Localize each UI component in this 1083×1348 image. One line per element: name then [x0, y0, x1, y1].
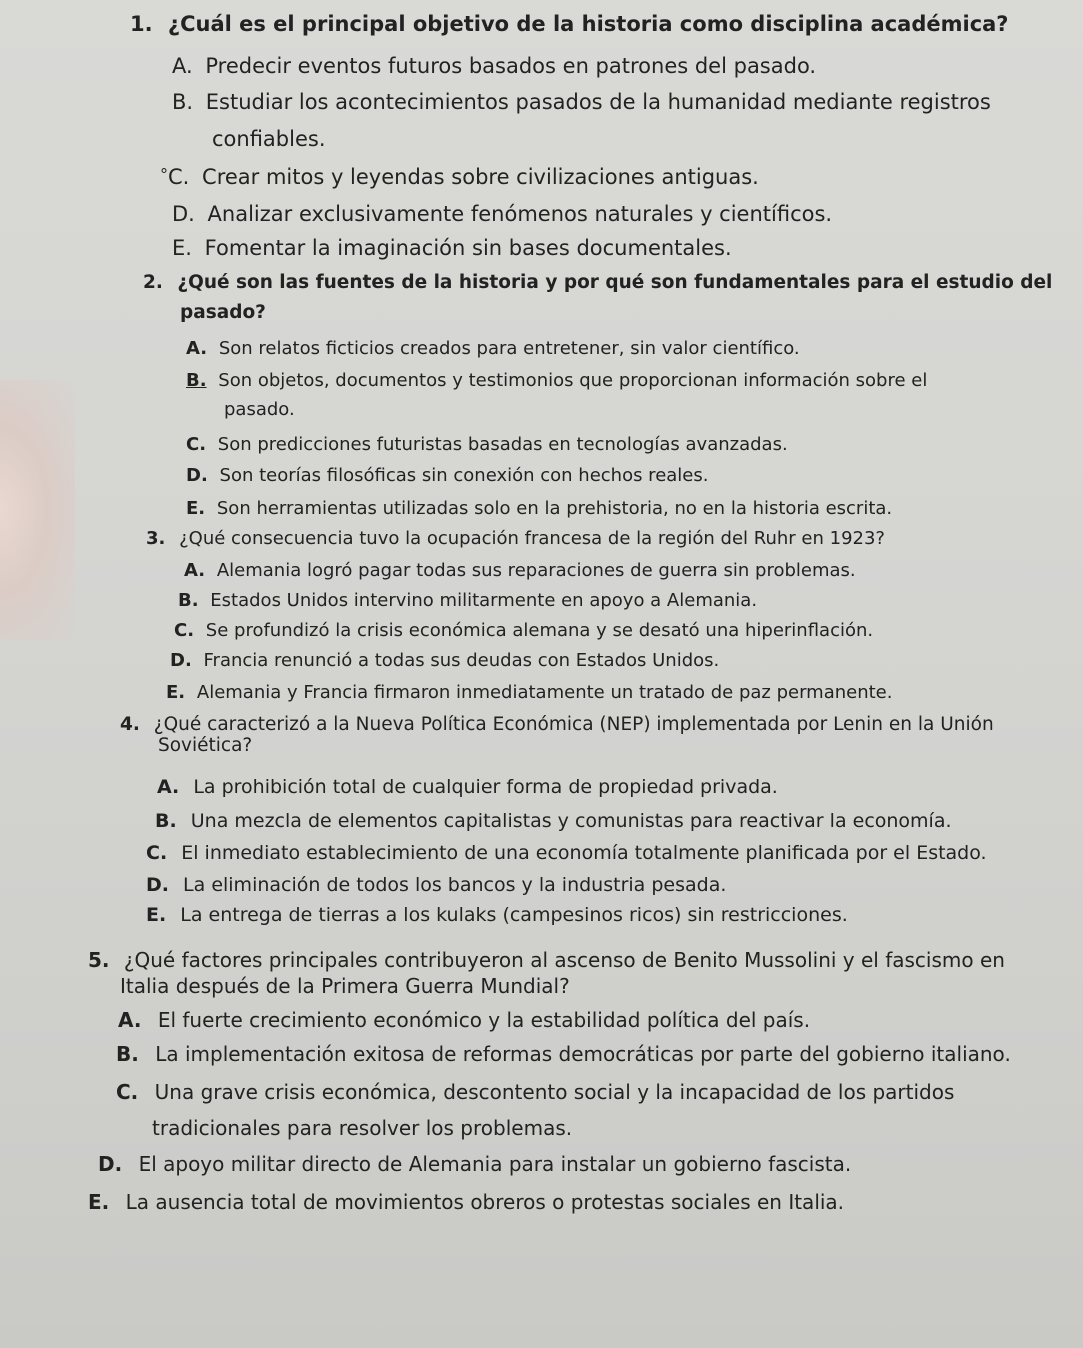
q2-option-b[interactable]: [186, 370, 927, 391]
question-number: 1.: [130, 12, 153, 36]
q2-option-c[interactable]: [186, 434, 788, 455]
option-text: Francia renunció a todas sus deudas con Estados Unidos.: [203, 650, 720, 671]
q3-option-c[interactable]: [174, 620, 873, 641]
option-letter: B.: [116, 1042, 139, 1066]
option-letter: B.: [178, 590, 199, 611]
option-letter: D.: [170, 650, 192, 671]
option-text: Son teorías filosóficas sin conexión con hechos reales.: [219, 465, 709, 486]
q1-option-b-cont: [212, 127, 326, 151]
option-text-cont: pasado.: [224, 399, 295, 420]
option-letter: E.: [166, 682, 186, 703]
option-letter: E.: [172, 236, 192, 260]
option-letter: C.: [168, 165, 190, 189]
option-text: Analizar exclusivamente fenómenos naturales y científicos.: [207, 202, 833, 226]
option-text: Alemania logró pagar todas sus reparaciones de guerra sin problemas.: [216, 560, 856, 581]
question-1: [130, 12, 1009, 36]
option-text: El fuerte crecimiento económico y la estabilidad política del país.: [157, 1008, 811, 1032]
q2-option-a[interactable]: [186, 338, 800, 359]
option-text: Crear mitos y leyendas sobre civilizaciones antiguas.: [202, 165, 759, 189]
option-letter: E.: [186, 498, 206, 519]
option-letter: C.: [186, 434, 207, 455]
option-letter: A.: [172, 54, 193, 78]
option-letter: A.: [186, 338, 208, 359]
q4-option-e[interactable]: [146, 904, 848, 926]
option-text-cont: confiables.: [212, 127, 326, 151]
q1-option-a[interactable]: [172, 54, 816, 78]
option-letter: A.: [157, 776, 180, 798]
option-text-cont: tradicionales para resolver los problemas.: [152, 1116, 573, 1140]
option-text: Estudiar los acontecimientos pasados de la humanidad mediante registros: [205, 90, 991, 114]
question-text-cont: Soviética?: [158, 735, 253, 756]
option-text: El inmediato establecimiento de una economía totalmente planificada por el Estado.: [181, 842, 987, 864]
q4-option-c[interactable]: [146, 842, 987, 864]
option-letter: C.: [146, 842, 168, 864]
option-text: El apoyo militar directo de Alemania para instalar un gobierno fascista.: [138, 1152, 852, 1176]
q5-option-e[interactable]: [88, 1190, 844, 1214]
option-letter: C.: [174, 620, 195, 641]
option-letter: B.: [155, 810, 177, 832]
question-number: 2.: [143, 272, 163, 293]
question-number: 5.: [88, 948, 110, 972]
q3-option-e[interactable]: [166, 682, 892, 703]
option-text: Son herramientas utilizadas solo en la prehistoria, no en la historia escrita.: [216, 498, 893, 519]
q5-option-c-cont: [152, 1116, 572, 1140]
answer-mark: °: [160, 165, 168, 184]
option-letter: C.: [116, 1080, 139, 1104]
q4-option-b[interactable]: [155, 810, 952, 832]
q5-option-d[interactable]: [98, 1152, 851, 1176]
question-text-cont: pasado?: [180, 302, 266, 323]
option-letter: E.: [88, 1190, 110, 1214]
question-4-cont: [158, 735, 252, 756]
option-letter: A.: [118, 1008, 142, 1032]
question-5-cont: [120, 974, 570, 998]
q3-option-d[interactable]: [170, 650, 719, 671]
question-text: ¿Qué consecuencia tuvo la ocupación francesa de la región del Ruhr en 1923?: [179, 528, 885, 549]
question-text-cont: Italia después de la Primera Guerra Mundial?: [120, 974, 570, 998]
option-letter: D.: [98, 1152, 123, 1176]
option-letter: D.: [146, 874, 169, 896]
option-text: La implementación exitosa de reformas democráticas por parte del gobierno italiano.: [155, 1042, 1011, 1066]
q1-option-d[interactable]: [172, 202, 832, 226]
question-4: [120, 714, 994, 735]
question-text: ¿Qué caracterizó a la Nueva Política Económica (NEP) implementada por Lenin en la Unión: [153, 714, 994, 735]
question-5: [88, 948, 1005, 972]
option-text: La prohibición total de cualquier forma de propiedad privada.: [193, 776, 778, 798]
option-text: La eliminación de todos los bancos y la industria pesada.: [183, 874, 727, 896]
option-text: Son objetos, documentos y testimonios que proporcionan información sobre el: [218, 370, 928, 391]
q3-option-b[interactable]: [178, 590, 757, 611]
question-text: ¿Qué son las fuentes de la historia y por qué son fundamentales para el estudio del: [177, 272, 1053, 293]
option-text: Estados Unidos intervino militarmente en apoyo a Alemania.: [210, 590, 758, 611]
q3-option-a[interactable]: [184, 560, 856, 581]
option-text: Son predicciones futuristas basadas en tecnologías avanzadas.: [217, 434, 788, 455]
question-3: [146, 528, 885, 549]
option-letter: D.: [172, 202, 195, 226]
q1-option-b[interactable]: [172, 90, 991, 114]
option-text: La entrega de tierras a los kulaks (campesinos ricos) sin restricciones.: [180, 904, 848, 926]
option-letter: B.: [186, 370, 207, 391]
option-letter: A.: [184, 560, 206, 581]
q5-option-a[interactable]: [118, 1008, 810, 1032]
option-text: Predecir eventos futuros basados en patrones del pasado.: [205, 54, 817, 78]
option-text: Una grave crisis económica, descontento social y la incapacidad de los partidos: [154, 1080, 955, 1104]
finger-shadow: [0, 380, 75, 640]
option-text: Alemania y Francia firmaron inmediatamente un tratado de paz permanente.: [196, 682, 893, 703]
q2-option-d[interactable]: [186, 465, 708, 486]
question-number: 3.: [146, 528, 166, 549]
q2-option-e[interactable]: [186, 498, 892, 519]
option-text: Una mezcla de elementos capitalistas y comunistas para reactivar la economía.: [190, 810, 952, 832]
option-letter: B.: [172, 90, 194, 114]
q1-option-e[interactable]: [172, 236, 732, 260]
q5-option-b[interactable]: [116, 1042, 1011, 1066]
option-letter: E.: [146, 904, 167, 926]
option-text: La ausencia total de movimientos obreros o protestas sociales en Italia.: [125, 1190, 845, 1214]
q5-option-c[interactable]: [116, 1080, 954, 1104]
option-text: Fomentar la imaginación sin bases documentales.: [204, 236, 732, 260]
question-text: ¿Qué factores principales contribuyeron al ascenso de Benito Mussolini y el fascismo en: [123, 948, 1005, 972]
question-number: 4.: [120, 714, 140, 735]
q1-option-c[interactable]: [160, 165, 759, 189]
question-2-cont: [180, 302, 266, 323]
question-2: [143, 272, 1052, 293]
option-text: Son relatos ficticios creados para entretener, sin valor científico.: [218, 338, 800, 359]
question-text: ¿Cuál es el principal objetivo de la historia como disciplina académica?: [167, 12, 1009, 36]
q2-option-b-cont: [224, 399, 295, 420]
q4-option-a[interactable]: [157, 776, 778, 798]
q4-option-d[interactable]: [146, 874, 726, 896]
option-text: Se profundizó la crisis económica alemana y se desató una hiperinflación.: [205, 620, 874, 641]
option-letter: D.: [186, 465, 208, 486]
